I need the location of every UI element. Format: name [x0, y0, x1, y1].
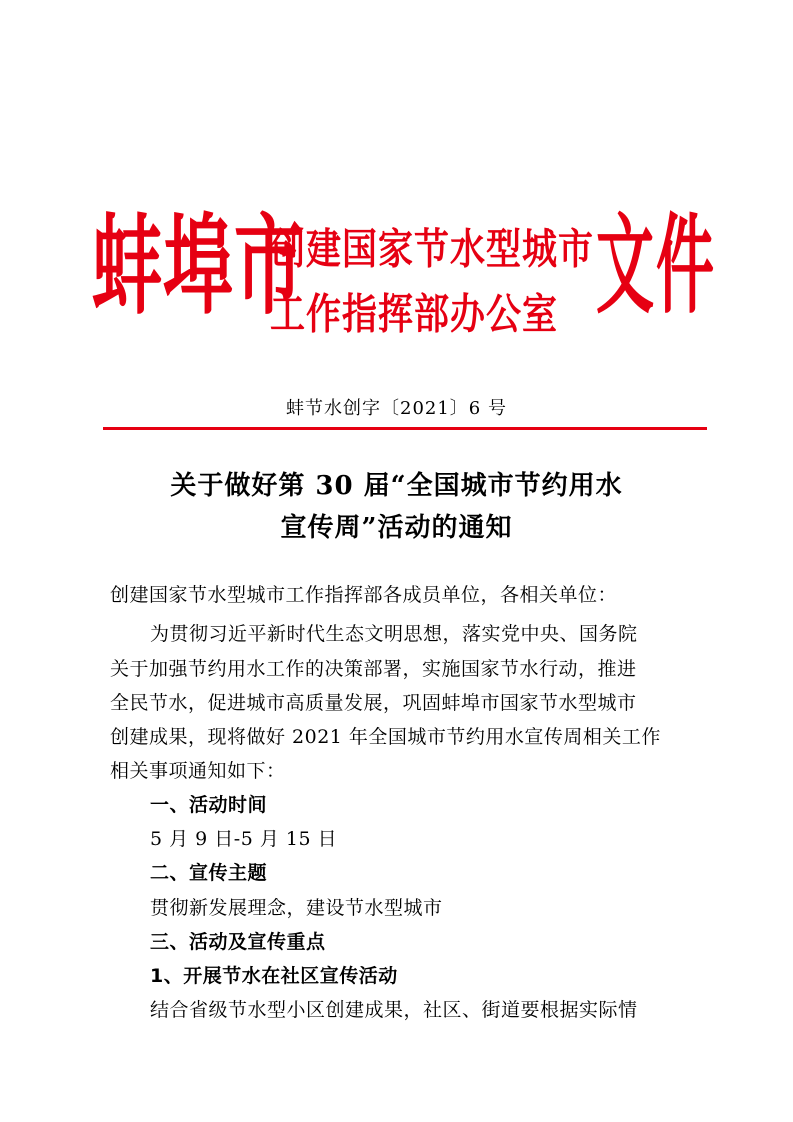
letterhead-org-line1: 创建国家节水型城市: [270, 226, 595, 275]
section-heading: 二、宣传主题: [150, 862, 268, 884]
subsection-heading: 1、开展节水在社区宣传活动: [150, 965, 398, 987]
section-text: 5 月 9 日-5 月 15 日: [150, 828, 338, 850]
letterhead-org-line2: 工作指挥部办公室: [270, 291, 559, 340]
letterhead-city: 蚌埠市: [92, 202, 305, 330]
intro-line: 全民节水，促进城市高质量发展，巩固蚌埠市国家节水型城市: [110, 692, 637, 714]
letterhead-document-word: 文件: [596, 202, 717, 329]
document-title-line1: 关于做好第 30 届“全国城市节约用水: [170, 471, 623, 501]
intro-line: 关于加强节约用水工作的决策部署，实施国家节水行动，推进: [110, 658, 637, 680]
section-text: 结合省级节水型小区创建成果，社区、街道要根据实际情: [150, 999, 638, 1021]
addressee: 创建国家节水型城市工作指挥部各成员单位，各相关单位：: [110, 584, 618, 606]
red-separator-line: [103, 427, 707, 430]
document-number: 蚌节水创字〔2021〕6 号: [286, 398, 507, 419]
intro-line: 创建成果，现将做好 2021 年全国城市节约用水宣传周相关工作: [110, 726, 661, 748]
document-title-line2: 宣传周”活动的通知: [280, 513, 513, 543]
intro-line: 为贯彻习近平新时代生态文明思想，落实党中央、国务院: [150, 623, 638, 645]
intro-line: 相关事项通知如下：: [110, 760, 286, 782]
section-text: 贯彻新发展理念，建设节水型城市: [150, 897, 443, 919]
section-heading: 三、活动及宣传重点: [150, 931, 326, 953]
section-heading: 一、活动时间: [150, 794, 268, 816]
